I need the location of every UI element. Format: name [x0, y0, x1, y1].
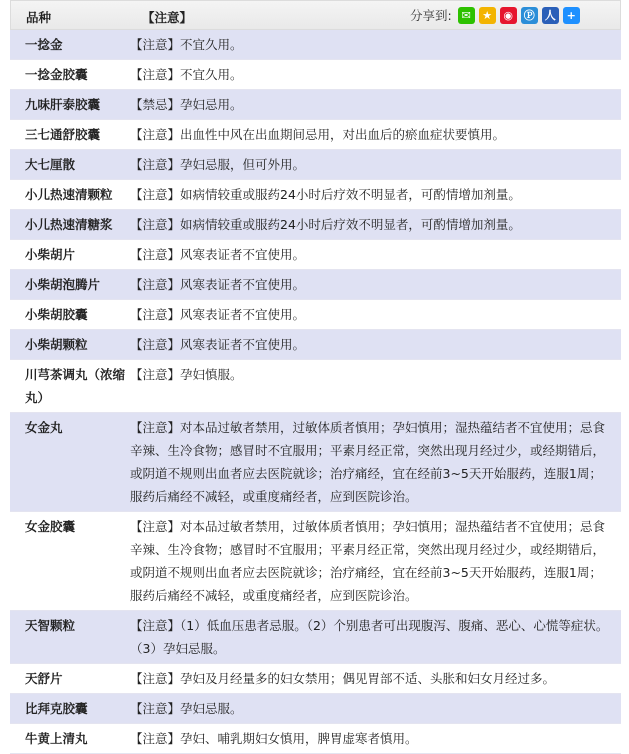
drug-note: 【注意】孕妇慎服。: [130, 367, 243, 382]
table-row: [10, 210, 621, 240]
drug-note: 【注意】（1）低血压患者忌服。（2）个别患者可出现腹泻、腹痛、恶心、心慌等症状。（3）孕妇忌服。: [130, 618, 609, 656]
drug-name: 天智颗粒: [25, 618, 76, 633]
drug-name: 小儿热速清颗粒: [25, 187, 113, 202]
drug-note: 【注意】风寒表证者不宜使用。: [130, 307, 306, 322]
weibo-icon[interactable]: ◉: [500, 7, 517, 24]
drug-note: 【注意】出血性中风在出血期间忌用，对出血后的瘀血症状要慎用。: [130, 127, 506, 142]
more-share-icon[interactable]: +: [563, 7, 580, 24]
share-bar: [410, 6, 584, 24]
table-row: [10, 30, 621, 60]
table-row: [10, 611, 621, 664]
qq-icon[interactable]: Ⓟ: [521, 7, 538, 24]
share-label: 分享到:: [410, 8, 452, 23]
table-row: [10, 664, 621, 694]
table-row: [10, 60, 621, 90]
drug-name: 小柴胡颗粒: [25, 337, 88, 352]
drug-name: 女金胶囊: [25, 519, 76, 534]
drug-note: 【注意】不宜久用。: [130, 67, 243, 82]
drug-name: 三七通舒胶囊: [25, 127, 101, 142]
drug-name: 一捻金胶囊: [25, 67, 88, 82]
drug-note: 【注意】风寒表证者不宜使用。: [130, 277, 306, 292]
drug-note: 【注意】不宜久用。: [130, 37, 243, 52]
drug-name: 川芎茶调丸（浓缩丸）: [25, 367, 126, 405]
table-row: [10, 360, 621, 413]
drug-name: 女金丸: [25, 420, 63, 435]
drug-note: 【注意】风寒表证者不宜使用。: [130, 247, 306, 262]
drug-name: 小儿热速清糖浆: [25, 217, 113, 232]
table-row: [10, 724, 621, 754]
drug-note: 【禁忌】孕妇忌用。: [130, 97, 243, 112]
table-row: [10, 694, 621, 724]
table-body: [10, 30, 621, 754]
table-row: [10, 512, 621, 611]
drug-note: 【注意】对本品过敏者禁用，过敏体质者慎用；孕妇慎用；湿热蕴结者不宜使用；忌食辛辣、生冷食物；感冒时不宜服用；平素月经正常，突然出现月经过少，或经期错后，或阴道不规则出血者应去医院就诊；治疗痛经，宜在经前3~5天开始服药，连服1周；服药后痛经不减轻，或重度痛经者，应到医院诊治。: [130, 420, 606, 504]
table-row: [10, 330, 621, 360]
table-row: [10, 240, 621, 270]
table-row: [10, 270, 621, 300]
drug-note: 【注意】孕妇、哺乳期妇女慎用，脾胃虚寒者慎用。: [130, 731, 418, 746]
drug-name: 大七厘散: [25, 157, 76, 172]
drug-name: 天舒片: [25, 671, 63, 686]
table-row: [10, 180, 621, 210]
table-row: [10, 300, 621, 330]
header-note-column: 【注意】: [142, 10, 193, 25]
drug-name: 牛黄上清丸: [25, 731, 88, 746]
renren-icon[interactable]: 人: [542, 7, 559, 24]
table-row: [10, 150, 621, 180]
table-row: [10, 120, 621, 150]
drug-note: 【注意】对本品过敏者禁用，过敏体质者慎用；孕妇慎用；湿热蕴结者不宜使用；忌食辛辣、生冷食物；感冒时不宜服用；平素月经正常，突然出现月经过少，或经期错后，或阴道不规则出血者应去医院就诊；治疗痛经，宜在经前3~5天开始服药，连服1周；服药后痛经不减轻，或重度痛经者，应到医院诊治。: [130, 519, 606, 603]
wechat-icon[interactable]: ✉: [458, 7, 475, 24]
drug-table: [10, 0, 621, 754]
drug-note: 【注意】孕妇忌服。: [130, 701, 243, 716]
table-row: [10, 413, 621, 512]
drug-note: 【注意】风寒表证者不宜使用。: [130, 337, 306, 352]
drug-note: 【注意】孕妇忌服，但可外用。: [130, 157, 306, 172]
drug-note: 【注意】孕妇及月经量多的妇女禁用；偶见胃部不适、头胀和妇女月经过多。: [130, 671, 556, 686]
drug-name: 小柴胡泡腾片: [25, 277, 101, 292]
drug-name: 一捻金: [25, 37, 63, 52]
drug-note: 【注意】如病情较重或服药24小时后疗效不明显者，可酌情增加剂量。: [130, 217, 521, 232]
drug-name: 九味肝泰胶囊: [25, 97, 101, 112]
table-row: [10, 90, 621, 120]
drug-name: 比拜克胶囊: [25, 701, 88, 716]
header-name-column: 品种: [26, 10, 52, 25]
table-header: [10, 0, 621, 30]
drug-note: 【注意】如病情较重或服药24小时后疗效不明显者，可酌情增加剂量。: [130, 187, 521, 202]
qzone-icon[interactable]: ★: [479, 7, 496, 24]
drug-name: 小柴胡胶囊: [25, 307, 88, 322]
drug-name: 小柴胡片: [25, 247, 76, 262]
